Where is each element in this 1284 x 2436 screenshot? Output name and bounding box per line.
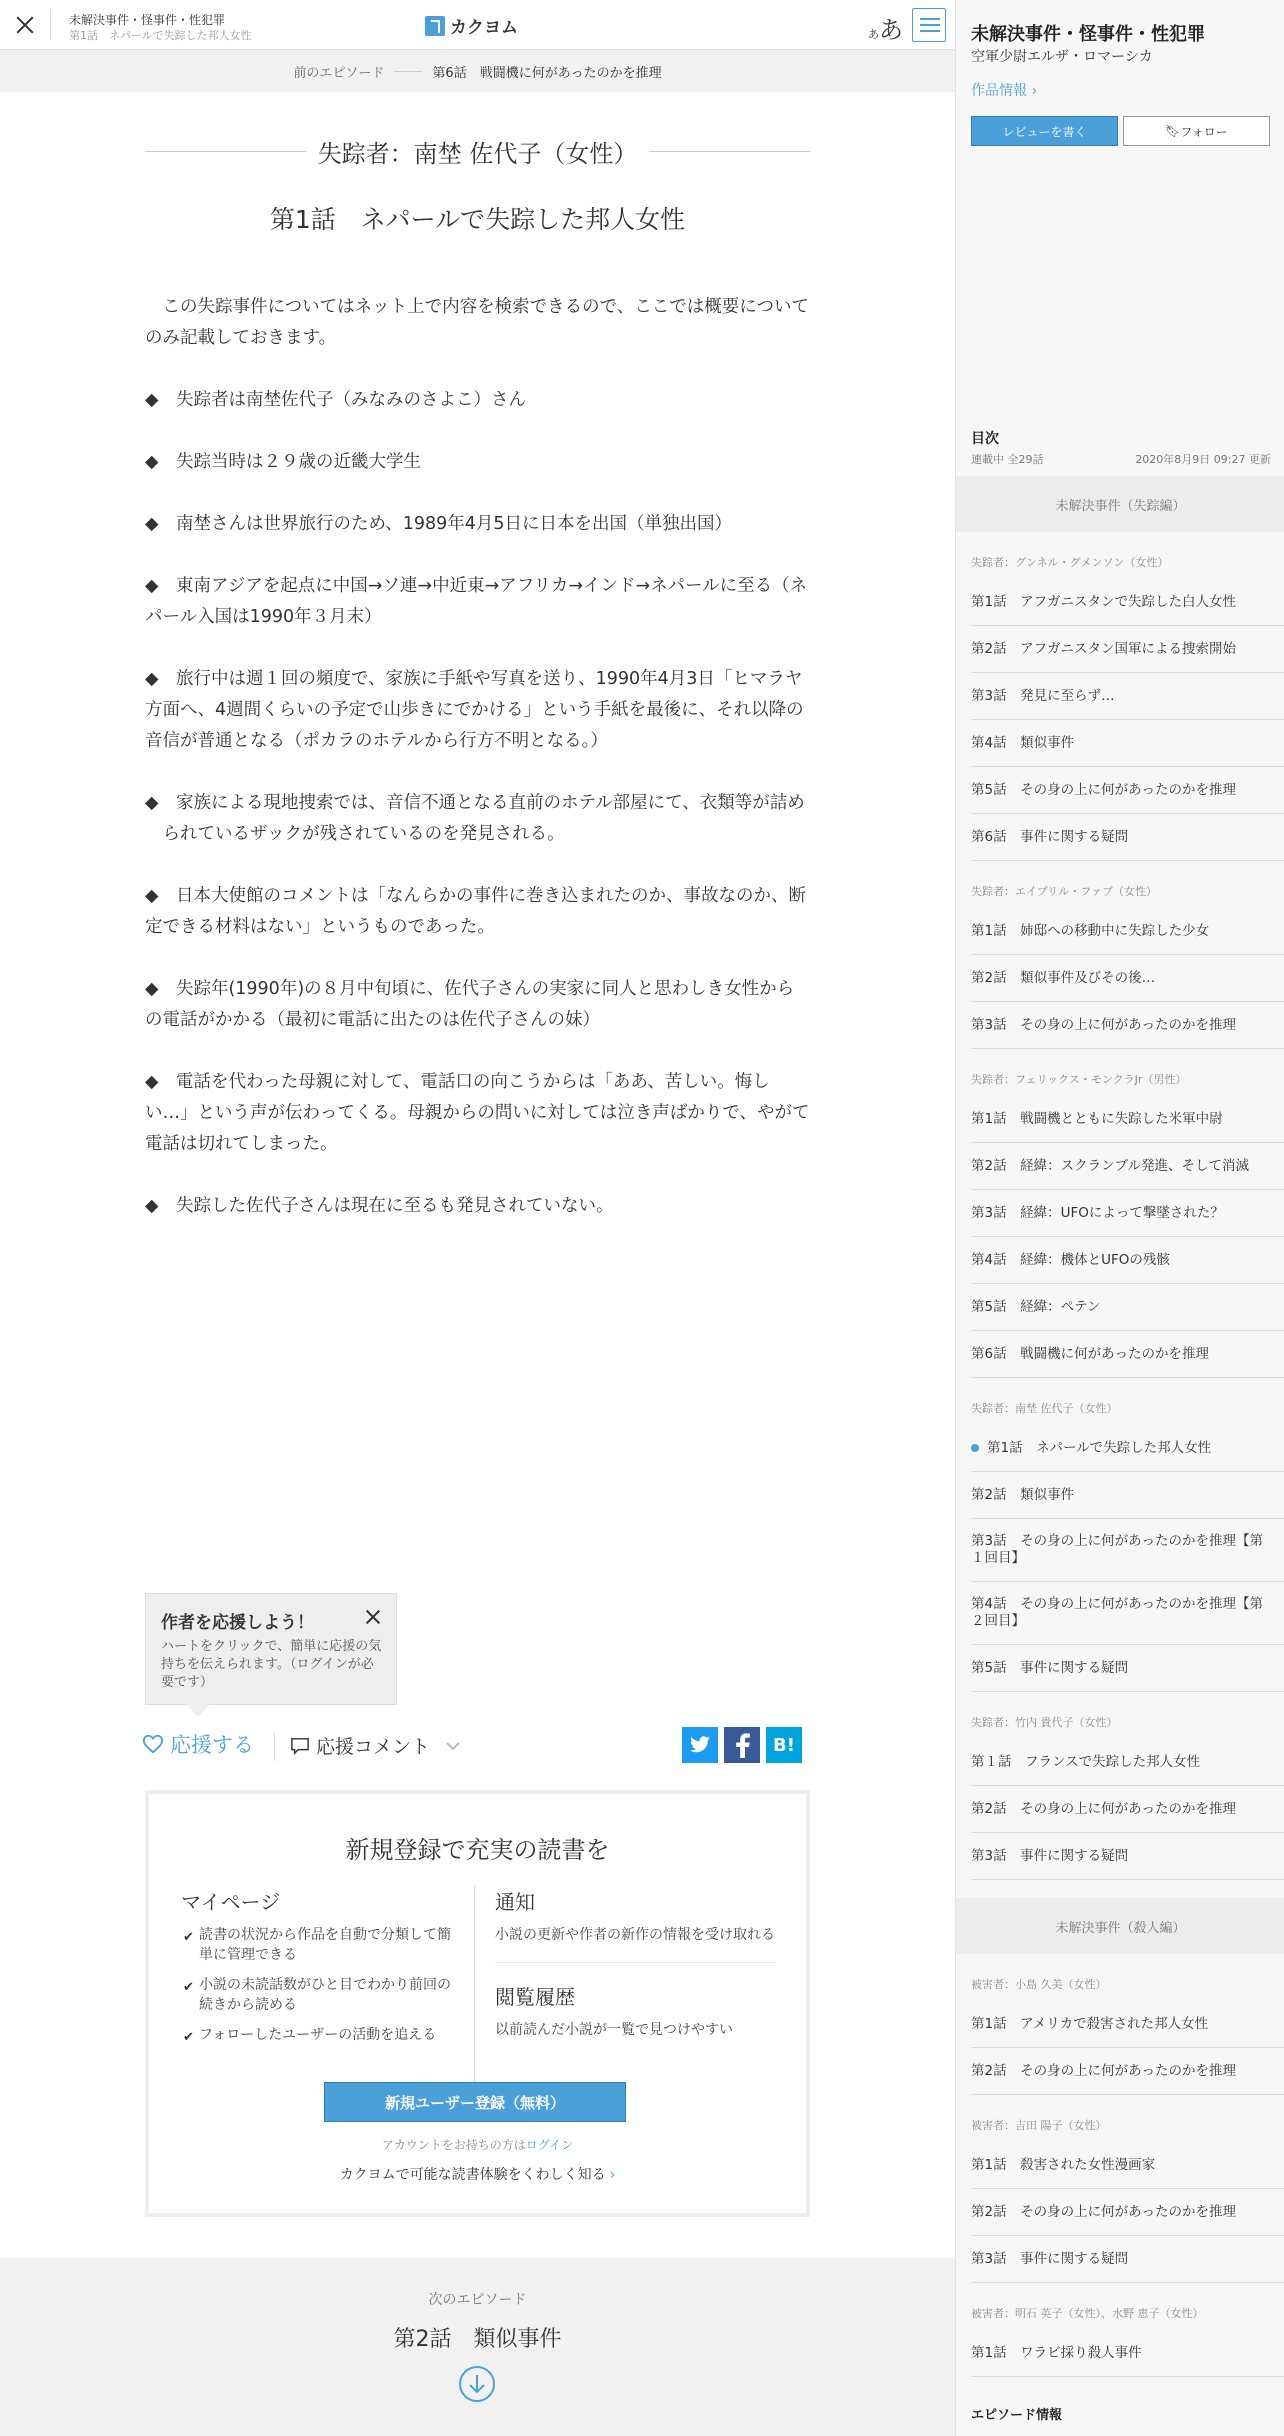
toc-item-label: 第3話 発見に至らず… [971, 687, 1115, 704]
toc-subsection-heading: 被害者：吉田 陽子（女性） [971, 2119, 1107, 2132]
toc-item-label: 第6話 事件に関する疑問 [971, 828, 1129, 845]
toc-item[interactable] [971, 955, 1284, 1002]
toc-item[interactable] [971, 2189, 1284, 2236]
toc-subsection-heading: 被害者：小島 久美（女性） [971, 1978, 1107, 1991]
login-link[interactable]: ログイン [525, 2138, 574, 2152]
paragraph: ◆ 失踪当時は２９歳の近畿大学生 [145, 452, 421, 472]
table-of-contents [956, 476, 1284, 2377]
support-tooltip-title: 作者を応援しよう！ [161, 1613, 314, 1633]
toc-item[interactable] [971, 2330, 1284, 2377]
episode-actions [142, 1725, 810, 1765]
paragraph: ◆ 東南アジアを起点に中国→ソ連→中近東→アフリカ→インド→ネパールに至る（ネパール入国は1990年３月末） [145, 576, 808, 627]
toc-subsection-heading: 失踪者：竹内 貴代子（女性） [971, 1716, 1118, 1729]
paragraph: この失踪事件についてはネット上で内容を検索できるので、ここでは概要についてのみ記載しておきます。 [145, 297, 809, 348]
toc-item-label: 第1話 ネパールで失踪した邦人女性 [987, 1439, 1212, 1456]
toc-item-label: 第2話 その身の上に何があったのかを推理 [971, 1800, 1236, 1817]
paragraph-spacer [145, 943, 810, 974]
toc-item-label: 第2話 類似事件及びその後… [971, 969, 1156, 986]
notify-history-feature [495, 1886, 775, 2041]
write-review-button[interactable]: レビューを書く [971, 116, 1118, 146]
toc-item-label: 第3話 その身の上に何があったのかを推理 [971, 1016, 1236, 1033]
toc-item[interactable] [971, 1786, 1284, 1833]
paragraph: ◆ 南埜さんは世界旅行のため、1989年4月5日に日本を出国（単独出国） [145, 514, 733, 534]
toc-item-label: 第5話 経緯：ペテン [971, 1298, 1101, 1315]
learn-more-link[interactable] [149, 2164, 806, 2184]
toc-item[interactable] [971, 1002, 1284, 1049]
toc-item[interactable] [971, 1237, 1284, 1284]
chapter-title: 失踪者：南埜 佐代子（女性） [317, 139, 638, 168]
toc-item[interactable] [971, 1331, 1284, 1378]
toc-item[interactable] [971, 1645, 1284, 1692]
toc-item-label: 第5話 事件に関する疑問 [971, 1659, 1129, 1676]
toc-item-label: 第1話 姉邸への移動中に失踪した少女 [971, 922, 1210, 939]
feature-text: フォローしたユーザーの活動を追える [199, 2027, 437, 2043]
notify-heading: 通知 [495, 1890, 535, 1914]
feature-item [181, 2025, 451, 2045]
check-icon: ✔ [183, 2030, 194, 2045]
top-header [0, 0, 955, 50]
logo-mark-icon [425, 16, 445, 36]
episode-title: 第1話 ネパールで失踪した邦人女性 [269, 205, 686, 234]
feature-item [181, 1925, 451, 1965]
paragraph: られているザックが残されているのを発見される。 [145, 824, 565, 844]
toc-item[interactable] [971, 2001, 1284, 2048]
toc-section-heading: 未解決事件（殺人編） [956, 1898, 1284, 1954]
toc-subsection-heading: 被害者：明石 英子（女性）、水野 恵子（女性） [971, 2307, 1204, 2320]
toc-item[interactable] [971, 1519, 1284, 1582]
signup-button[interactable]: 新規ユーザー登録（無料） [324, 2082, 626, 2122]
toc-item-label: 第5話 その身の上に何があったのかを推理 [971, 781, 1236, 798]
facebook-share-button[interactable] [724, 1727, 760, 1763]
follow-label: フォロー [1180, 124, 1228, 139]
toc-item[interactable] [971, 1190, 1284, 1237]
toc-subsection-heading: 失踪者：グンネル・グメンソン（女性） [971, 556, 1169, 569]
work-sidebar [955, 0, 1284, 2436]
chevron-down-icon [444, 1737, 462, 1755]
toc-item[interactable] [971, 626, 1284, 673]
font-settings-button[interactable] [868, 10, 903, 45]
font-settings-small: あ [868, 28, 879, 41]
login-prompt-text: アカウントをお持ちの方は [381, 2138, 526, 2152]
notify-text: 小説の更新や作者の新作の情報を受け取れる [495, 1927, 775, 1943]
toc-item[interactable] [971, 908, 1284, 955]
toc-item-label: 第4話 その身の上に何があったのかを推理【第２回目】 [971, 1596, 1263, 1629]
paragraph-spacer [145, 757, 810, 788]
paragraph-spacer [145, 540, 810, 571]
mypage-heading: マイページ [181, 1890, 281, 1914]
chevron-right-icon: › [609, 2167, 616, 2183]
twitter-bird-icon [689, 1736, 711, 1754]
previous-episode-bar[interactable] [0, 50, 955, 92]
header-divider [50, 10, 51, 40]
sidebar-author[interactable]: 空軍少尉エルザ・ロマーシカ [971, 49, 1153, 65]
mypage-feature [181, 1886, 451, 2055]
toc-item[interactable] [971, 1833, 1284, 1880]
current-episode-dot-icon [971, 1444, 979, 1452]
paragraph: ◆ 旅行中は週１回の頻度で、家族に手紙や写真を送り、1990年4月3日「ヒマラヤ方面へ、4週間くらいの予定で山歩きにでかける」という手紙を最後に、それ以降の音信が普通となる（ポカラのホテルから行方不明となる。） [145, 669, 804, 751]
previous-divider [394, 71, 422, 72]
toc-item[interactable] [971, 720, 1284, 767]
signup-promo [145, 1790, 810, 2217]
toc-item[interactable] [971, 1096, 1284, 1143]
toc-item[interactable] [971, 1739, 1284, 1786]
support-tooltip [145, 1593, 397, 1705]
toc-item[interactable] [971, 2142, 1284, 2189]
actions-divider [274, 1733, 275, 1761]
toc-item-label: 第2話 その身の上に何があったのかを推理 [971, 2062, 1236, 2079]
episode-body [145, 292, 810, 1222]
kakuyomu-logo[interactable] [425, 13, 518, 38]
paragraph-spacer [145, 416, 810, 447]
toc-item-label: 第1話 アフガニスタンで失踪した白人女性 [971, 593, 1236, 610]
toc-item-label: 第2話 その身の上に何があったのかを推理 [971, 2203, 1236, 2220]
toc-item-label: 第2話 類似事件 [971, 1486, 1075, 1503]
next-episode-section[interactable] [0, 2258, 955, 2436]
close-icon[interactable] [12, 12, 38, 38]
feature-divider [495, 1962, 775, 1963]
bookmark-plus-icon: 🔖︎ [1165, 124, 1181, 138]
toc-item-label: 第1話 ワラビ採り殺人事件 [971, 2344, 1142, 2361]
paragraph: ◆ 失踪した佐代子さんは現在に至るも発見されていない。 [145, 1196, 614, 1216]
cheer-button[interactable] [142, 1729, 254, 1759]
toc-item-label: 第6話 戦闘機に何があったのかを推理 [971, 1345, 1209, 1362]
learn-more-text: カクヨムで可能な読書体験をくわしく知る [339, 2167, 606, 2183]
logo-text: カクヨム [450, 18, 518, 38]
toc-item[interactable] [971, 579, 1284, 626]
paragraph: ◆ 失踪年(1990年)の８月中旬頃に、佐代子さんの実家に同人と思わしき女性からの電話がかかる（最初に電話に出たのは佐代子さんの妹） [145, 979, 795, 1030]
toc-item-current[interactable] [971, 1425, 1284, 1472]
toc-subsection-heading: 失踪者：南埜 佐代子（女性） [971, 1402, 1118, 1415]
toc-status: 連載中 全29話 [971, 453, 1044, 466]
feature-text: 小説の未読話数がひと目でわかり前回の続きから読める [199, 1977, 451, 2013]
twitter-share-button[interactable] [682, 1727, 718, 1763]
toc-item[interactable] [971, 814, 1284, 861]
toc-item-label: 第3話 経緯：UFOによって撃墜された？ [971, 1204, 1224, 1221]
paragraph: ◆ 失踪者は南埜佐代子（みなみのさよこ）さん [145, 390, 526, 410]
toc-item-label: 第1話 戦闘機とともに失踪した米軍中尉 [971, 1110, 1223, 1127]
paragraph-spacer [145, 633, 810, 664]
check-icon: ✔ [183, 1980, 194, 1995]
paragraph: ◆ 電話を代わった母親に対して、電話口の向こうからは「ああ、苦しい。悔しい…」という声が伝わってくる。母親からの問いに対しては泣き声ばかりで、やがて電話は切れてしまった。 [145, 1072, 810, 1154]
toc-item[interactable] [971, 1472, 1284, 1519]
paragraph: ◆ 家族による現地捜索では、音信不通となる直前のホテル部屋にて、衣類等が詰め [145, 793, 805, 813]
toc-item[interactable] [971, 1143, 1284, 1190]
cheer-label: 応援する [170, 1733, 254, 1757]
close-icon[interactable] [364, 1608, 382, 1626]
toc-item-label: 第3話 事件に関する疑問 [971, 1847, 1129, 1864]
toc-item[interactable] [971, 1284, 1284, 1331]
paragraph-spacer [145, 1160, 810, 1191]
work-info-link[interactable] [971, 80, 1037, 100]
font-settings-large: あ [879, 16, 903, 44]
follow-button[interactable] [1123, 116, 1270, 146]
toc-item[interactable] [971, 2236, 1284, 2283]
toc-item[interactable] [971, 673, 1284, 720]
paragraph-spacer [145, 478, 810, 509]
login-prompt [149, 2136, 806, 2153]
next-episode-label: 次のエピソード [428, 2292, 527, 2308]
facebook-f-icon [732, 1732, 752, 1758]
paragraph: ◆ 日本大使館のコメントは「なんらかの事件に巻き込まれたのか、事故なのか、断定できる材料はない」というものであった。 [145, 886, 806, 937]
toc-item-label: 第4話 類似事件 [971, 734, 1075, 751]
comment-icon [290, 1737, 310, 1755]
toc-item-label: 第2話 アフガニスタン国軍による捜索開始 [971, 640, 1236, 657]
history-heading: 閲覧履歴 [495, 1985, 575, 2009]
previous-episode-title[interactable]: 第6話 戦闘機に何があったのかを推理 [432, 65, 662, 81]
toc-subsection-heading: 失踪者：エイプリル・ファブ（女性） [971, 885, 1158, 898]
chapter-heading [145, 136, 810, 166]
toc-subsection-heading: 失踪者：フェリックス・モンクラJr（男性） [971, 1073, 1187, 1086]
toc-item-label: 第4話 経緯：機体とUFOの残骸 [971, 1251, 1170, 1268]
toc-item-label: 第１話 フランスで失踪した邦人女性 [971, 1753, 1201, 1770]
paragraph-spacer [145, 1036, 810, 1067]
header-episode-title: 第1話 ネパールで失踪した邦人女性 [69, 29, 252, 42]
hatena-bookmark-button[interactable]: B! [766, 1727, 802, 1763]
paragraph-spacer [145, 850, 810, 881]
toc-item[interactable] [971, 2048, 1284, 2095]
toc-meta [971, 451, 1271, 467]
signup-divider [474, 1886, 475, 2082]
heart-icon [142, 1733, 164, 1755]
header-work-title[interactable]: 未解決事件・怪事件・性犯罪 [69, 13, 226, 27]
toc-heading: 目次 [971, 431, 999, 447]
sidebar-work-title[interactable]: 未解決事件・怪事件・性犯罪 [971, 24, 1205, 45]
episode-info-heading: エピソード情報 [971, 2408, 1063, 2423]
cheer-comment-button[interactable] [290, 1732, 462, 1759]
toc-section-heading: 未解決事件（失踪編） [956, 476, 1284, 532]
arrow-down-circle-icon[interactable] [459, 2366, 495, 2402]
toc-item-label: 第1話 殺害された女性漫画家 [971, 2156, 1156, 2173]
check-icon: ✔ [183, 1930, 194, 1945]
support-tooltip-text: ハートをクリックで、簡単に応援の気持ちを伝えられます。（ログインが必要です） [161, 1639, 382, 1690]
work-info-text: 作品情報 [971, 83, 1027, 99]
toc-item-label: 第3話 事件に関する疑問 [971, 2250, 1129, 2267]
feature-item [181, 1975, 451, 2015]
signup-title: 新規登録で充実の読書を [345, 1836, 610, 1864]
cheer-comment-label: 応援コメント [316, 1736, 431, 1758]
feature-text: 読書の状況から作品を自動で分類して簡単に管理できる [199, 1927, 451, 1963]
toc-item[interactable] [971, 1582, 1284, 1645]
toc-list-icon[interactable] [912, 8, 946, 42]
previous-episode-label: 前のエピソード [293, 65, 385, 81]
toc-item[interactable] [971, 767, 1284, 814]
paragraph-spacer [145, 354, 810, 385]
toc-item-label: 第3話 その身の上に何があったのかを推理【第１回目】 [971, 1533, 1263, 1566]
next-episode-title[interactable]: 第2話 類似事件 [393, 2327, 562, 2352]
toc-item-label: 第2話 経緯：スクランブル発進、そして消滅 [971, 1157, 1250, 1174]
toc-item-label: 第1話 アメリカで殺害された邦人女性 [971, 2015, 1209, 2032]
history-text: 以前読んだ小説が一覧で見つけやすい [495, 2022, 733, 2038]
chevron-right-icon: › [1031, 83, 1038, 99]
toc-updated: 2020年8月9日 09:27 更新 [1135, 453, 1271, 466]
